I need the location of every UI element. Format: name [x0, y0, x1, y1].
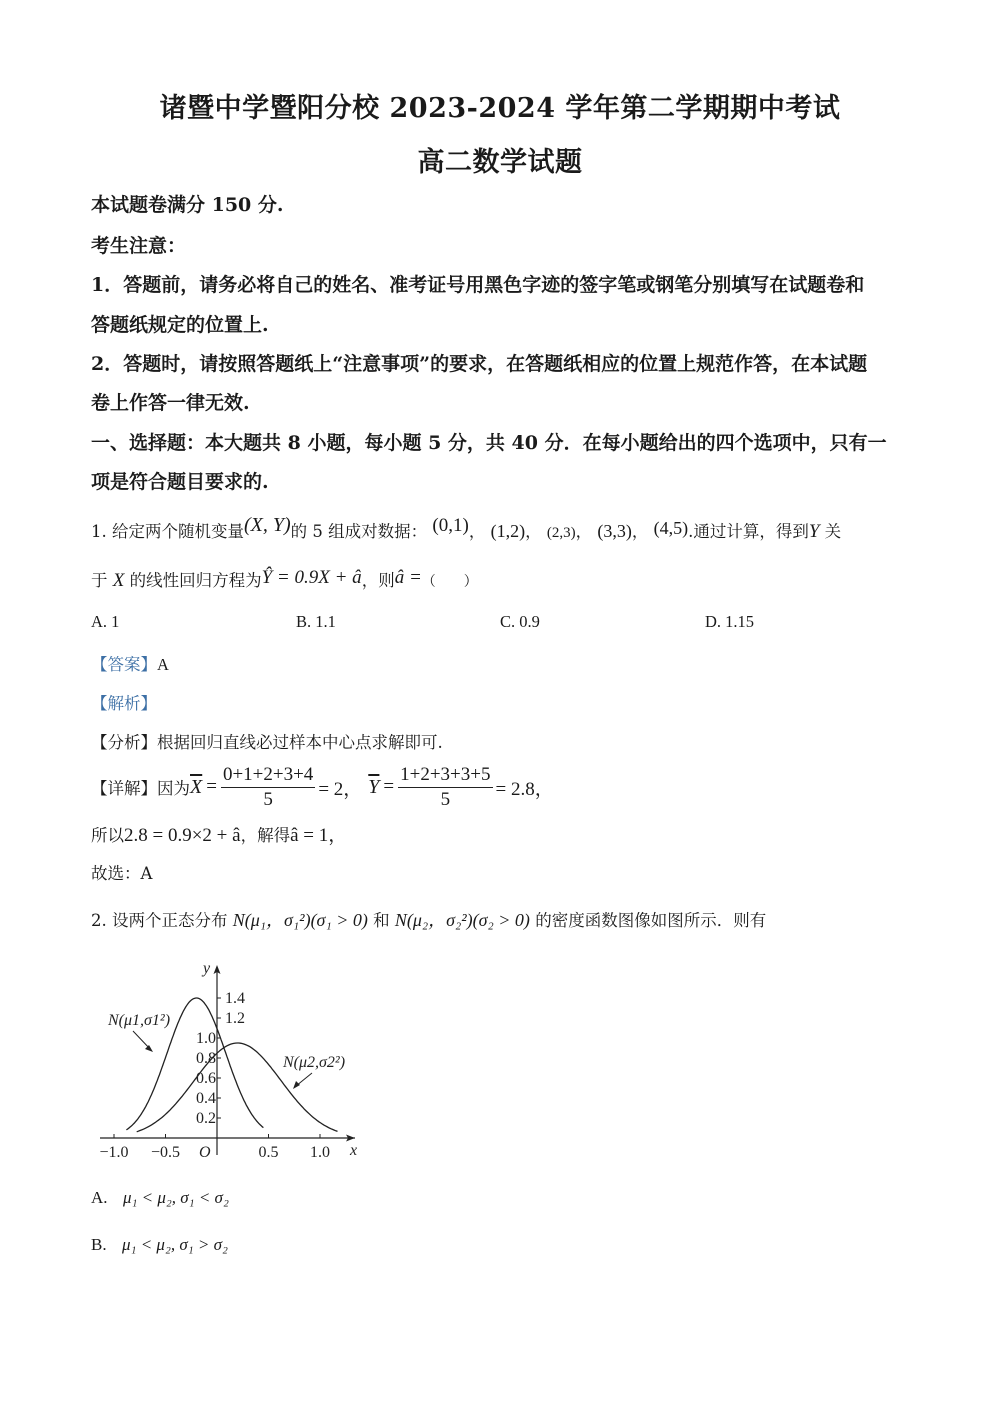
- curve-2-arrowhead: [293, 1081, 300, 1089]
- section-heading-line-2: 项是符合题目要求的.: [91, 471, 269, 493]
- q1-point-4: (3,3): [597, 521, 632, 541]
- x-tick-label: 0.5: [258, 1144, 279, 1161]
- ybar-numerator: 1+2+3+3+5: [398, 764, 492, 788]
- y-tick-label: 1.4: [225, 990, 245, 1007]
- curve-2-annotation: N(μ2,σ2²): [283, 1054, 346, 1071]
- so-result: â = 1，: [290, 825, 348, 846]
- y-tick-label: 0.6: [196, 1070, 216, 1087]
- q2-dist-1: N(μ₁，σ₁²)(σ₁ > 0): [232, 910, 368, 930]
- normal-density-figure: [90, 955, 380, 1170]
- q2-option-b-expr: μ₁ < μ₂, σ₁ > σ₂: [122, 1235, 228, 1254]
- y-tick-label: 0.2: [196, 1110, 216, 1127]
- q1-line2-c: ，则: [361, 571, 395, 590]
- q1-var-x: X: [112, 570, 125, 591]
- section-heading-line-1: 一、选择题：本大题共 8 小题，每小题 5 分，共 40 分．在每小题给出的四个选项中，只有一: [91, 432, 887, 454]
- q1-choose: 故选：A: [91, 864, 153, 883]
- note-2-line-1: 2．答题时，请按照答题纸上“注意事项”的要求，在答题纸相应的位置上规范作答，在本试题: [91, 353, 868, 375]
- so-equation: 2.8 = 0.9×2 + â: [124, 825, 241, 846]
- ybar-fraction: [398, 764, 492, 811]
- y-tick-label: 0.8: [196, 1050, 216, 1067]
- q1-point-5: (4,5): [653, 518, 689, 538]
- q1-point-2: (1,2): [490, 521, 526, 541]
- q1-detail-line: 【详解】 因为 $\overline{X}$ = $\frac{0+1+2+3+4}{5}$ = 2， $\overline{Y}$ = $\frac{1+2+3+3+5}{5}$ = 2.8，: [91, 763, 554, 810]
- x-tick-label: 1.0: [310, 1144, 330, 1161]
- q2-text-c: 的密度函数图像如图所示．则有: [535, 911, 767, 930]
- xbar-numerator: 0+1+2+3+4: [221, 764, 315, 788]
- answer-value: A: [157, 655, 169, 674]
- detail-because: 因为: [157, 779, 190, 798]
- q1-blank: （ ）: [421, 574, 478, 590]
- q2-number: 2.: [91, 911, 107, 930]
- q1-option-b: B. 1.1: [296, 612, 336, 631]
- curve-1-annotation: N(μ1,σ1²): [108, 1012, 171, 1029]
- q1-ask: â =: [394, 567, 422, 588]
- x-tick-label: −0.5: [150, 1144, 181, 1161]
- note-1-line-1: 1．答题前，请务必将自己的姓名、准考证号用黑色字迹的签字笔或钢笔分别填写在试题卷和: [91, 274, 865, 296]
- so-middle: ，解得: [240, 826, 291, 845]
- q2-option-b: [91, 1235, 228, 1255]
- q1-option-d: D. 1.15: [705, 612, 755, 631]
- exam-subtitle: 高二数学试题: [417, 147, 583, 178]
- full-score-note: 本试题卷满分 150 分.: [91, 194, 284, 216]
- q2-option-a-expr: μ₁ < μ₂, σ₁ < σ₂: [122, 1188, 229, 1207]
- q1-line-2: [91, 567, 478, 592]
- q1-option-c: C. 0.9: [500, 612, 540, 631]
- q1-number: 1.: [91, 522, 107, 541]
- xbar-denominator: 5: [263, 788, 273, 810]
- detail-tag: 【详解】: [91, 779, 157, 798]
- q2-option-a: [91, 1188, 229, 1208]
- q1-text-b: 的 5 组成对数据：: [290, 522, 428, 541]
- q1-point-1: (0,1): [432, 515, 469, 536]
- q2-dist-2: N(μ₂，σ₂²)(σ₂ > 0): [394, 910, 530, 930]
- q1-var-pair: (X, Y): [244, 514, 291, 536]
- x-tick-label: −1.0: [99, 1144, 129, 1161]
- notice-heading: 考生注意：: [91, 235, 187, 257]
- fenxi-tag: 【分析】: [91, 733, 157, 752]
- y-tick-label: 0.4: [196, 1090, 216, 1107]
- q1-text-d: 关: [824, 522, 842, 541]
- fenxi-text: 根据回归直线必过样本中心点求解即可.: [157, 733, 443, 752]
- ybar-result: = 2.8，: [495, 778, 554, 800]
- x-axis-label: x: [350, 1142, 358, 1159]
- q1-text-c: .通过计算，得到: [688, 522, 809, 541]
- q1-solve-line: [91, 820, 347, 847]
- q1-answer-line: [91, 651, 169, 675]
- q2-line-1: [91, 906, 766, 932]
- q2-text-b: 和: [373, 911, 390, 930]
- so-prefix: 所以: [91, 826, 124, 845]
- origin-label: O: [199, 1144, 211, 1161]
- q1-option-a: A. 1: [91, 612, 120, 631]
- note-2-line-2: 卷上作答一律无效.: [91, 392, 250, 414]
- q2-text-a: 设两个正态分布: [112, 911, 228, 930]
- q1-equation: Ŷ = 0.9X + â: [261, 567, 362, 588]
- ybar-denominator: 5: [440, 788, 451, 810]
- y-tick-label: 1.0: [196, 1030, 216, 1047]
- answer-tag: 【答案】: [91, 655, 157, 674]
- y-axis-label: y: [203, 960, 211, 977]
- q2-option-a-letter: A.: [91, 1188, 108, 1207]
- q1-fenxi-line: [91, 729, 443, 753]
- q1-line-1: 1. 给定两个随机变量(X, Y)的 5 组成对数据： (0,1)， (1,2)， (2,3)， (3,3)， (4,5).通过计算，得到Y 关: [91, 514, 842, 542]
- q1-line2-a: 于: [91, 571, 108, 590]
- q1-line2-b: 的线性回归方程为: [129, 571, 262, 590]
- q1-var-y: Y: [808, 521, 820, 542]
- exam-title: 诸暨中学暨阳分校 2023-2024 学年第二学期期中考试: [159, 93, 841, 124]
- q1-point-3: (2,3): [546, 525, 576, 541]
- q2-option-b-letter: B.: [91, 1235, 107, 1254]
- note-1-line-2: 答题纸规定的位置上.: [91, 314, 269, 336]
- analysis-tag: 【解析】: [91, 694, 157, 713]
- q1-text-a: 给定两个随机变量: [112, 522, 244, 541]
- curve-1-arrowhead: [145, 1045, 153, 1052]
- xbar-symbol: $\overline{X}$: [190, 775, 203, 798]
- ybar-symbol: $\overline{Y}$: [368, 775, 380, 798]
- xbar-fraction: [221, 764, 315, 811]
- y-tick-label: 1.2: [225, 1010, 245, 1027]
- xbar-result: = 2，: [318, 778, 363, 800]
